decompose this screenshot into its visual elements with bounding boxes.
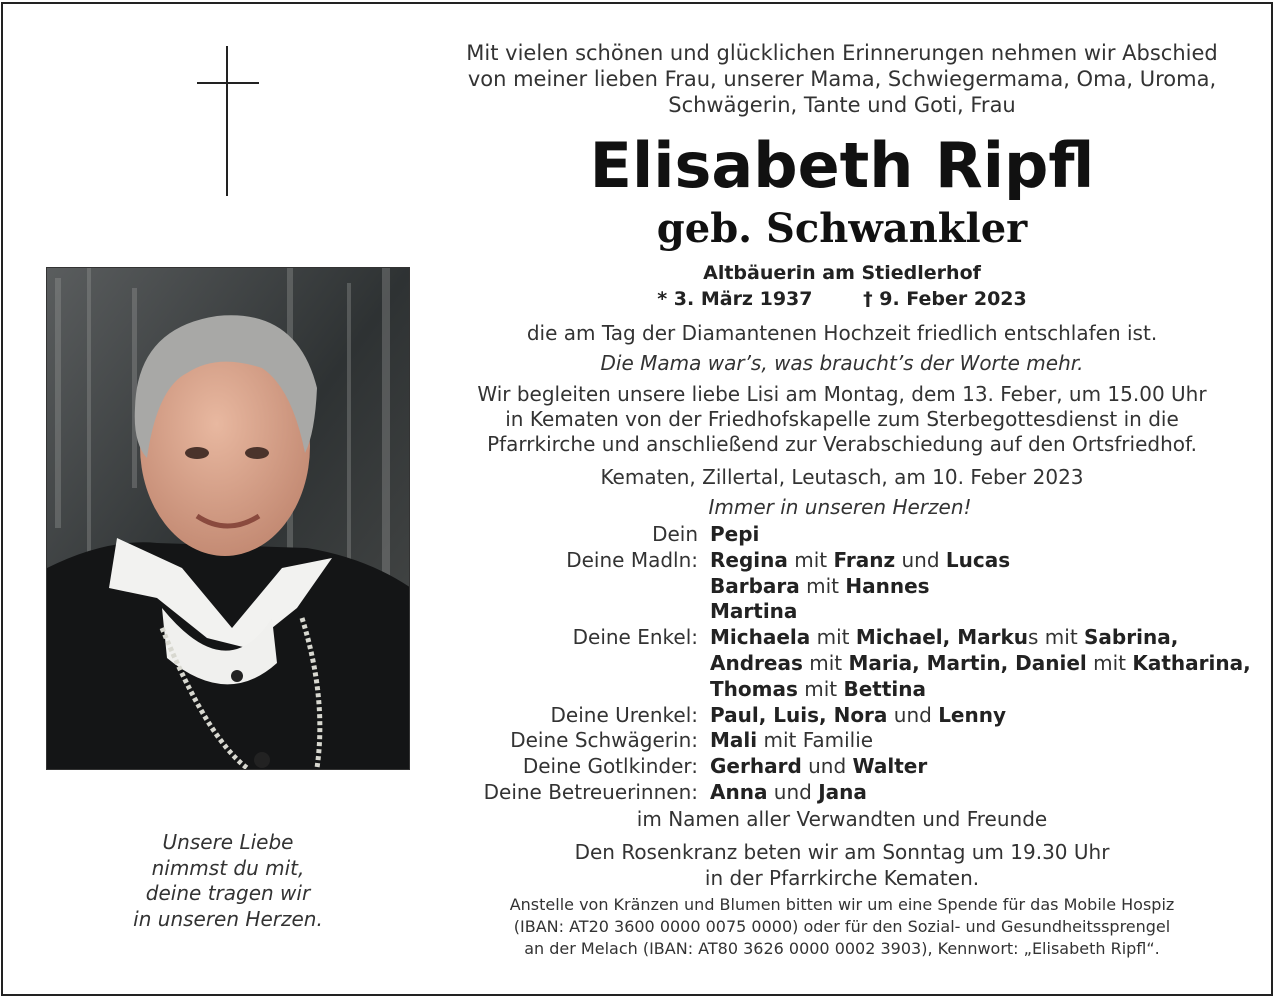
donation-line: (IBAN: AT20 3600 0000 0075 0000) oder für den Sozial- und Gesundheitssprengel: [513, 917, 1171, 936]
mourner-names: [710, 677, 1260, 703]
mourner-label: [440, 677, 710, 703]
mourner-label: Deine Madln:: [566, 547, 698, 572]
rosary-info: [462, 839, 1222, 891]
mourner-row: [440, 651, 1260, 677]
mourner-name: Franz: [833, 547, 896, 572]
mourner-name: Mali: [710, 728, 758, 753]
mourner-connector: und: [895, 547, 946, 572]
mourner-row: [440, 574, 1260, 600]
mourner-name: Walter: [852, 754, 928, 779]
mourner-label: [440, 599, 710, 625]
birth-date: * 3. März 1937: [657, 288, 813, 310]
mourner-row: [440, 728, 1260, 754]
mourner-connector: mit: [802, 650, 849, 675]
mourner-connector: mit: [1086, 650, 1133, 675]
poem-line: deine tragen wir: [145, 881, 311, 905]
poem-line: nimmst du mit,: [151, 855, 305, 880]
mourner-label: [440, 574, 710, 600]
mourner-connector: mit: [810, 625, 856, 650]
mourner-name: Lenny: [938, 702, 1007, 727]
mourner-connector: mit: [797, 676, 844, 701]
mourner-name: Andreas: [710, 650, 803, 675]
mourner-connector: und: [767, 779, 819, 804]
always-line: Immer in unseren Herzen!: [708, 495, 972, 519]
intro-line: Schwägerin, Tante und Goti, Frau: [668, 93, 1016, 117]
rosary-line: Den Rosenkranz beten wir am Sonntag um 19.30 Uhr: [574, 840, 1110, 864]
mourner-row: [440, 522, 1260, 548]
cross-vertical: [226, 46, 228, 196]
funeral-line: Wir begleiten unsere liebe Lisi am Montag, dem 13. Feber, um 15.00 Uhr: [477, 382, 1207, 406]
mourner-connector: mit: [787, 547, 834, 572]
mourner-label: [440, 651, 710, 677]
portrait-photo: [46, 267, 410, 770]
mourner-name: Sabrina,: [1084, 625, 1179, 650]
mourner-connector: und: [887, 702, 939, 727]
mourner-names: [710, 651, 1260, 677]
mourner-names: [710, 548, 1260, 574]
mourner-row: [440, 548, 1260, 574]
poem-line: in unseren Herzen.: [133, 906, 323, 931]
mourner-name: Michaela: [710, 625, 811, 650]
mourner-name: Michael, Marku: [855, 625, 1029, 650]
place-date: Kematen, Zillertal, Leutasch, am 10. Feber 2023: [600, 465, 1084, 489]
mourner-row: [440, 754, 1260, 780]
mourner-label: Deine Betreuerinnen:: [483, 779, 698, 804]
intro-line: Mit vielen schönen und glücklichen Erinnerungen nehmen wir Abschied: [466, 41, 1218, 65]
mourner-names: [710, 522, 1260, 548]
mourner-names: [710, 780, 1260, 806]
mourner-name: Lucas: [945, 547, 1011, 572]
cross-horizontal: [197, 82, 259, 84]
funeral-line: in Kematen von der Friedhofskapelle zum Sterbegottesdienst in die: [505, 407, 1179, 431]
mourner-name: Paul, Luis, Nora: [710, 702, 888, 727]
funeral-info: [462, 382, 1222, 457]
mourner-name: Jana: [818, 779, 867, 804]
donation-line: an der Melach (IBAN: AT80 3626 0000 0002 3903), Kennwort: „Elisabeth Ripfl“.: [524, 939, 1160, 958]
mourner-connector: und: [801, 754, 853, 779]
family-line: im Namen aller Verwandten und Freunde: [636, 807, 1048, 831]
mourner-name: Barbara: [710, 573, 800, 598]
poem-line: Unsere Liebe: [162, 830, 294, 854]
maiden-name: geb. Schwankler: [656, 205, 1028, 252]
mourner-row: [440, 780, 1260, 806]
mourner-names: [710, 625, 1260, 651]
deceased-name: Elisabeth Ripfl: [589, 129, 1095, 202]
death-date: † 9. Feber 2023: [863, 288, 1027, 310]
life-dates: [462, 286, 1222, 312]
mourner-name: Maria, Martin, Daniel: [848, 650, 1087, 675]
mourner-name: Bettina: [843, 676, 927, 701]
mourner-name: Gerhard: [710, 754, 802, 779]
donation-info: [452, 894, 1232, 960]
mourner-row: [440, 703, 1260, 729]
mourner-name: Hannes: [845, 573, 930, 598]
mourner-label: Deine Enkel:: [572, 625, 698, 650]
mourner-names: [710, 574, 1260, 600]
mourner-label: Deine Schwägerin:: [510, 728, 698, 753]
mourner-names: [710, 754, 1260, 780]
poem: [100, 830, 356, 932]
mourner-name: Martina: [710, 599, 798, 624]
mourner-row: [440, 599, 1260, 625]
mourner-label: Deine Gotlkinder:: [522, 754, 698, 779]
mourner-connector: s mit: [1028, 625, 1085, 650]
mourner-row: [440, 625, 1260, 651]
mourner-label: Dein: [652, 522, 698, 546]
mourner-names: [710, 703, 1260, 729]
mourner-name: Regina: [710, 547, 788, 572]
portrait-illustration: [47, 268, 410, 770]
mourner-connector: mit Familie: [757, 728, 874, 753]
donation-line: Anstelle von Kränzen und Blumen bitten wir um eine Spende für das Mobile Hospiz: [509, 895, 1175, 914]
mourner-name: Katharina,: [1132, 650, 1251, 675]
mourner-names: [710, 599, 1260, 625]
mourner-name: Thomas: [710, 676, 798, 701]
rosary-line: in der Pfarrkirche Kematen.: [704, 866, 980, 890]
quote: Die Mama war’s, was braucht’s der Worte mehr.: [600, 351, 1084, 375]
passing-text: die am Tag der Diamantenen Hochzeit friedlich entschlafen ist.: [526, 321, 1158, 345]
mourner-name: Anna: [710, 779, 768, 804]
deceased-title: Altbäuerin am Stiedlerhof: [703, 262, 981, 284]
intro-line: von meiner lieben Frau, unserer Mama, Schwiegermama, Oma, Uroma,: [467, 67, 1217, 91]
intro-text: [462, 40, 1222, 118]
mourners-list: [440, 522, 1260, 806]
mourner-name: Pepi: [710, 522, 760, 546]
mourner-names: [710, 728, 1260, 754]
mourner-connector: mit: [799, 573, 846, 598]
mourner-label: Deine Urenkel:: [550, 702, 698, 727]
funeral-line: Pfarrkirche und anschließend zur Verabschiedung auf den Ortsfriedhof.: [487, 432, 1197, 456]
mourner-row: [440, 677, 1260, 703]
